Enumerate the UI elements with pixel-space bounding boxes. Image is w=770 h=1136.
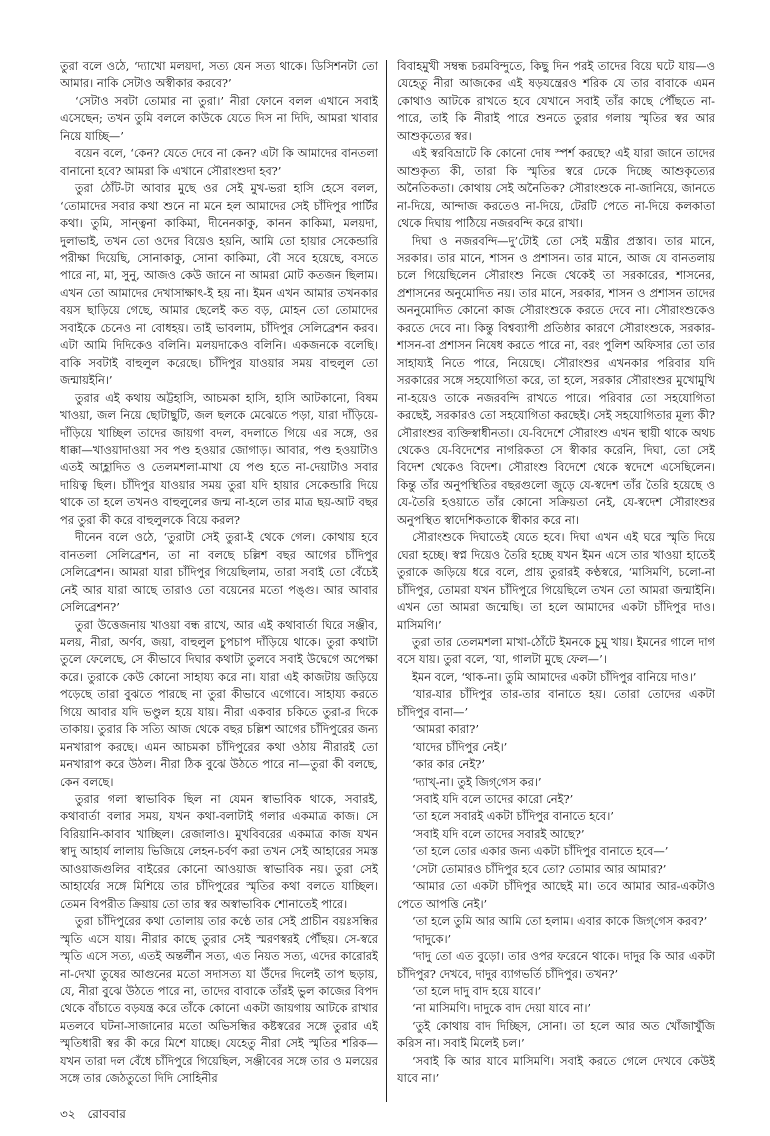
paragraph: বিবাহমুখী সম্বন্ধ চরমবিন্দুতে, কিছু দিন পরই তাদের বিয়ে ঘটে যায়—ও যেহেতু নীরা আজকের এই ষড়যন্ত্রেরও শরিক যে তার বাবাকে এমন কোথাও আটকে রাখতে হবে যেখানে সবাই তাঁর কাছে পৌঁছতে না-পারে, তাই কি নীরাই পারে শুনতে তুরার গলায় স্মৃতির স্বর আর আশুকৃত্যের স্বর। (397, 59, 715, 143)
dialogue-line: ‘যাদের চাঁদিপুর নেই।’ (412, 739, 508, 754)
paragraph: তুরার এই কথায় অট্টহাসি, আচমকা হাসি, হাসি আটকানো, বিষম খাওয়া, জল নিয়ে ছোটাছুটি, জল ছলকে মেঝেতে পড়া, যারা দাঁড়িয়ে-দাঁড়িয়ে খাচ্ছিল তাদের জায়গা বদল, বদলাতে গিয়ে এর সঙ্গে, ওর ধাক্কা—খাওয়াদাওয়া সব পণ্ড হওয়ার জোগাড়। আবার, পণ্ড হওয়াটাও এতই আহ্লাদিত ও তেলমশলা-মাখা যে পণ্ড হতে না-দেয়াটাও সবার দায়িত্ব ছিল। চাঁদিপুর যাওয়ার সময় তুরা যদি হায়ার সেকেন্ডারি দিয়ে থাকে তা হলে তখনও বাহুলুলের জন্ম না-হলে তার মাত্র ছয়-আট বছর পর তুরা কী করে বাহুলুলকে বিয়ে করল? (60, 390, 378, 527)
paragraph: তুরা উত্তেজনায় খাওয়া বন্ধ রাখে, আর এই কথাবার্তা ঘিরে সঞ্জীব, মলয়, নীরা, অর্ণব, জয়া, বাহুলুল চুপচাপ দাঁড়িয়ে থাকে। তুরা কথাটা তুলে ফেলেছে, সে কীভাবে দিঘার কথাটা তুলবে সবাই উদ্বেগে অপেক্ষা করে। তুরাকে কেউ কোনো সাহায্য করে না। যারা এই কাজটায় জড়িয়ে পড়েছে তারা বুঝতে পারছে না তুরা কীভাবে এগোবে। সাহায্য করতে গিয়ে আবার যদি ভণ্ডুল হয়ে যায়। নীরা একবার চকিতে তুরা-র দিকে তাকায়। তুরার কি সত্যি আজ থেকে বছর চল্লিশ আগের চাঁদিপুরের জন্য মনখারাপ করছে। এমন আচমকা চাঁদিপুরের কথা ওঠায় নীরারই তো মনখারাপ করে উঠল। নীরা ঠিক বুঝে উঠতে পারে না—তুরা কী বলছে, কেন বলছে। (60, 617, 378, 789)
paragraph: দিঘা ও নজরবন্দি—দু’টোই তো সেই মন্ত্রীর প্রস্তাব। তার মানে, সরকার। তার মানে, শাসন ও প্রশাসন। তার মানে, আজ যে বানতলায় চলে গিয়েছিলেন সৌরাংশু নিজে থেকেই তা সরকারের, শাসনের, প্রশাসনের অনুমোদিত নয়। তার মানে, সরকার, শাসন ও প্রশাসন তাদের অননুমোদিত কোনো কাজ সৌরাংশুকে করতে দেবে না। সৌরাংশুকেও করতে দেবে না। কিন্তু বিশ্বব্যাপী প্রতিষ্ঠার কারণে সৌরাংশুকে, সরকার-শাসন-বা প্রশাসন নিষেধ করতে পারে না, বরং পুলিশ অফিসার তো তার সাহায্যই নিতে পারে, নিয়েছে। সৌরাংশুর এখনকার পরিবার যদি সরকারের সঙ্গে সহযোগিতা করে, তা হলে, সরকার সৌরাংশুর মুখোমুখি না-হয়েও তাকে নজরবন্দি রাখতে পারে। পরিবার তো সহযোগিতা করছেই, সরকারও তো সহযোগিতা করছেই। সেই সহযোগিতার মূল্য কী? সৌরাংশুর ব্যক্তিস্বাধীনতা। যে-বিদেশে সৌরাংশু এখন স্থায়ী থাকে অথচ থেকেও যে-বিদেশের নাগরিকতা সে স্বীকার করেনি, দিঘা, তো সেই বিদেশ থেকেও বিদেশ। সৌরাংশু বিদেশে থেকে স্বদেশে এসেছিলেন। কিন্তু তাঁর অনুপস্থিতির বছরগুলো জুড়ে যে-স্বদেশ তাঁর তৈরি হয়েছে ও যে-তৈরি হওয়াতে তাঁর কোনো সক্রিয়তা নেই, যে-স্বদেশ সৌরাংশুর অনুপস্থিত স্বাদেশিকতাকে স্বীকার করে না। (397, 233, 715, 527)
paragraph: ইমন বলে, ‘থাক-না। তুমি আমাদের একটা চাঁদিপুর বানিয়ে দাও।’ (412, 669, 697, 684)
right-column (397, 58, 715, 1100)
magazine-name: রোববার (87, 1107, 126, 1121)
dialogue-line: ‘দাদু তো এত বুড়ো। তার ওপর ফরেনে থাকে। দাদুর কি আর একটা চাঁদিপুর? দেখবে, দাদুর ব্যাগভর্তি চাঁদিপুর। তখন?’ (397, 949, 715, 981)
page-footer (60, 1106, 134, 1126)
dialogue-line: ‘তা হলে দাদু বাদ হয়ে যাবে।’ (412, 984, 542, 999)
dialogue-line: ‘সেটা তোমারও চাঁদিপুর হবে তো? তোমার আর আমার?’ (412, 861, 667, 876)
dialogue-line: ‘কার কার নেই?’ (412, 757, 486, 772)
dialogue-line: ‘তুই কোথায় বাদ দিচ্ছিস, সোনা। তা হলে আর অত খোঁজাখুঁজি করিস না। সবাই মিলেই চল।’ (397, 1018, 715, 1051)
dialogue-line: ‘সবাই কি আর যাবে মাসিমণি। সবাই করতে গেলে দেখবে কেউই যাবে না।’ (397, 1053, 715, 1086)
paragraph: তুরা ঠোঁট-টা আবার মুছে ওর সেই মুখ-ভরা হাসি হেসে বলল, ‘তোমাদের সবার কথা শুনে না মনে হল আমাদের সেই চাঁদিপুর পার্টির কথা। তুমি, সান্ত্বনা কাকিমা, দীনেনকাকু, কানন কাকিমা, মলয়দা, দুলাভাই, তখন তো ওদের বিয়েও হয়নি, আমি তো হায়ার সেকেন্ডারি পরীক্ষা দিয়েছি, সোনাকাকু, সোনা কাকিমা, বৌ সবে হয়েছে, বসতে পারে না, মা, সুনু, আজও কেউ জানে না আমরা মোট কতজন ছিলাম। এখন তো আমাদের দেখাসাক্ষাৎ-ই হয় না। ইমন এখন আমার তখনকার বয়স ছাড়িয়ে গেছে, আমার ছেলেই কত বড়, মোহন তো তোমাদের সবাইকে চেনেও না বোধহয়। তাই ভাবলাম, চাঁদিপুর সেলিব্রেশন করব। এটা আমি দিদিকেও বলিনি। মলয়দাকেও বলিনি। একজনকে বলেছি। বাকি সবটাই বাহুলুল করেছে। চাঁদিপুর যাওয়ার সময় বাহুলুল তো জন্মায়ইনি।’ (60, 181, 378, 388)
dialogue-line: ‘তা হলে তোর একার জন্য একটা চাঁদিপুর বানাতে হবে—’ (412, 844, 669, 859)
dialogue-line: ‘দাদুকে।’ (412, 931, 452, 946)
paragraph: তুরার গলা স্বাভাবিক ছিল না যেমন স্বাভাবিক থাকে, সবারই, কথাবার্তা বলার সময়, যখন কথা-বলাটাই গলার একমাত্র কাজ। সে বিরিয়ানি-কাবাব খাচ্ছিল। রেজালাও। মুখবিবরের একমাত্র কাজ যখন স্বাদু আহার্য লালায় ভিজিয়ে লেহন-চর্বণ করা তখন সেই আহারের সমস্ত আওয়াজগুলির বাইরের কোনো আওয়াজ স্বাভাবিক নয়। তুরা সেই আহার্যের সঙ্গে মিশিয়ে তার চাঁদিপুরের স্মৃতির কথা বলতে যাচ্ছিল। তেমন বিপরীত ক্রিয়ায় তো তার স্বর অস্বাভাবিক শোনাতেই পারে। (60, 792, 378, 911)
paragraph: ‘যার-যার চাঁদিপুর তার-তার বানাতে হয়। তোরা তোদের একটা চাঁদিপুর বানা—’ (397, 687, 715, 719)
paragraph: এই স্বরবিভ্রাটে কি কোনো দোষ স্পর্শ করছে? এই যারা জানে তাদের আশুকৃত্য কী, তারা কি স্মৃতির স্বরে ঢেকে দিচ্ছে আশুকৃত্যের অনৈতিকতা। কোথায় সেই অনৈতিক? সৌরাংশুকে না-জানিয়ে, জানতে না-দিয়ে, আন্দাজ করতেও না-দিয়ে, টেরটি পেতে না-দিয়ে কলকাতা থেকে দিঘায় পাঠিয়ে নজরবন্দি করে রাখা। (397, 146, 715, 231)
dialogue-line: ‘তা হলে সবারই একটা চাঁদিপুর বানাতে হবে।’ (412, 809, 614, 824)
dialogue-line: ‘সবাই যদি বলে তাদের কারো নেই?’ (412, 792, 574, 807)
paragraph: দীনেন বলে ওঠে, ‘তুরাটা সেই তুরা-ই থেকে গেল। কোথায় হবে বানতলা সেলিব্রেশন, তা না বলছে চল্লিশ বছর আগের চাঁদিপুর সেলিব্রেশন। আমরা যারা চাঁদিপুর গিয়েছিলাম, তারা সবাই তো বেঁচেই নেই আর যারা আছে তারাও তো বয়েনের মতো পঙ্গু। আর আবার সেলিব্রেশন?’ (60, 530, 378, 615)
paragraph: তুরা চাঁদিপুরের কথা তোলায় তার কণ্ঠে তার সেই প্রাচীন বয়ঃসন্ধির স্মৃতি এসে যায়। নীরার কাছে তুরার সেই স্মরণস্বরই পৌঁছয়। সে-স্বরে স্মৃতি এসে সত্য, এতই অন্তর্লীন সত্য, এত নিয়ত সত্য, এদের কারোরই না-দেখা তুষের আগুনের মতো সদাসত্য যা উঁদের দিলেই তাপ ছড়ায়, যে, নীরা বুঝে উঠতে পারে না, তাদের বাবাকে তাঁরই ভুল কাজের বিপদ থেকে বাঁচাতে বড়যন্ত্র করে তাঁকে কোনো একটা জায়গায় আটকে রাখার মতলবে ঘটনা-সাজানোর মতো অভিসন্ধির কষ্টস্বরের সঙ্গে তুরার এই স্মৃতিধারী স্বর কী করে মিশে যাচ্ছে। যেহেতু নীরা সেই স্মৃতির শরিক—যখন তারা দল বেঁধে চাঁদিপুরে গিয়েছিল, সঞ্জীবের সঙ্গে তার ও মলয়ের সঙ্গে তার জেঠতুতো দিদি সোহিনীর (60, 914, 378, 1086)
dialogue-line: ‘দ্যাখ্-না। তুই জিগ্‌গেস কর।’ (412, 774, 542, 789)
paragraph: ‘সেটাও সবটা তোমার না তুরা।’ নীরা ফোনে বলল এখানে সবাই এসেছেন; তখন তুমি বললে কাউকে যেতে দিস না দিদি, আমরা খাবার নিয়ে যাচ্ছি—’ (60, 93, 378, 143)
left-column (60, 58, 378, 1100)
dialogue-line: ‘আমার তো একটা চাঁদিপুর আছেই মা। তবে আমার আর-একটাও পেতে আপত্তি নেই।’ (397, 879, 715, 911)
dialogue-line: ‘আমরা কারা?’ (412, 722, 479, 737)
paragraph: বয়েন বলে, ‘কেন? যেতে দেবে না কেন? এটা কি আমাদের বানতলা বানানো হবে? আমরা কি এখানে সৌরাংশুদা হব?’ (60, 146, 378, 178)
column-divider (386, 60, 387, 1102)
paragraph: তুরা বলে ওঠে, ‘দ্যাখো মলয়দা, সত্য যেন সত্য থাকে। ডিসিশনটা তো আমার। নাকি সেটাও অস্বীকার করবে?’ (60, 59, 378, 91)
page-number: ৩২ (60, 1107, 76, 1121)
dialogue-line: ‘তা হলে তুমি আর আমি তো হলাম। এবার কাকে জিগ্‌গেস করব?’ (412, 914, 708, 929)
dialogue-line: ‘না মাসিমণি। দাদুকে বাদ দেয়া যাবে না।’ (412, 1001, 592, 1016)
dialogue-line: ‘সবাই যদি বলে তাদের সবারই আছে?’ (412, 826, 585, 841)
paragraph: সৌরাংশুকে দিঘাতেই যেতে হবে। দিঘা এখন এই ঘরে স্মৃতি দিয়ে ঘেরা হচ্ছে। স্বপ্ন দিয়েও তৈরি হচ্ছে যখন ইমন এসে তার খাওয়া হাতেই তুরাকে জড়িয়ে ধরে বলে, প্রায় তুরারই কণ্ঠস্বরে, ‘মাসিমণি, চলো-না চাঁদিপুর, তোমরা যখন চাঁদিপুরে গিয়েছিলে তখন তো আমরা জন্মাইনি। এখন তো আমরা জন্মেছি। তা হলে আমাদের একটা চাঁদিপুর দাও। মাসিমণি।’ (397, 530, 715, 632)
paragraph: তুরা তার তেলমশলা মাখা-ঠোঁটে ইমনকে চুমু খায়। ইমনের গালে দাগ বসে যায়। তুরা বলে, ‘যা, গালটা মুছে ফেল—’। (397, 634, 715, 667)
